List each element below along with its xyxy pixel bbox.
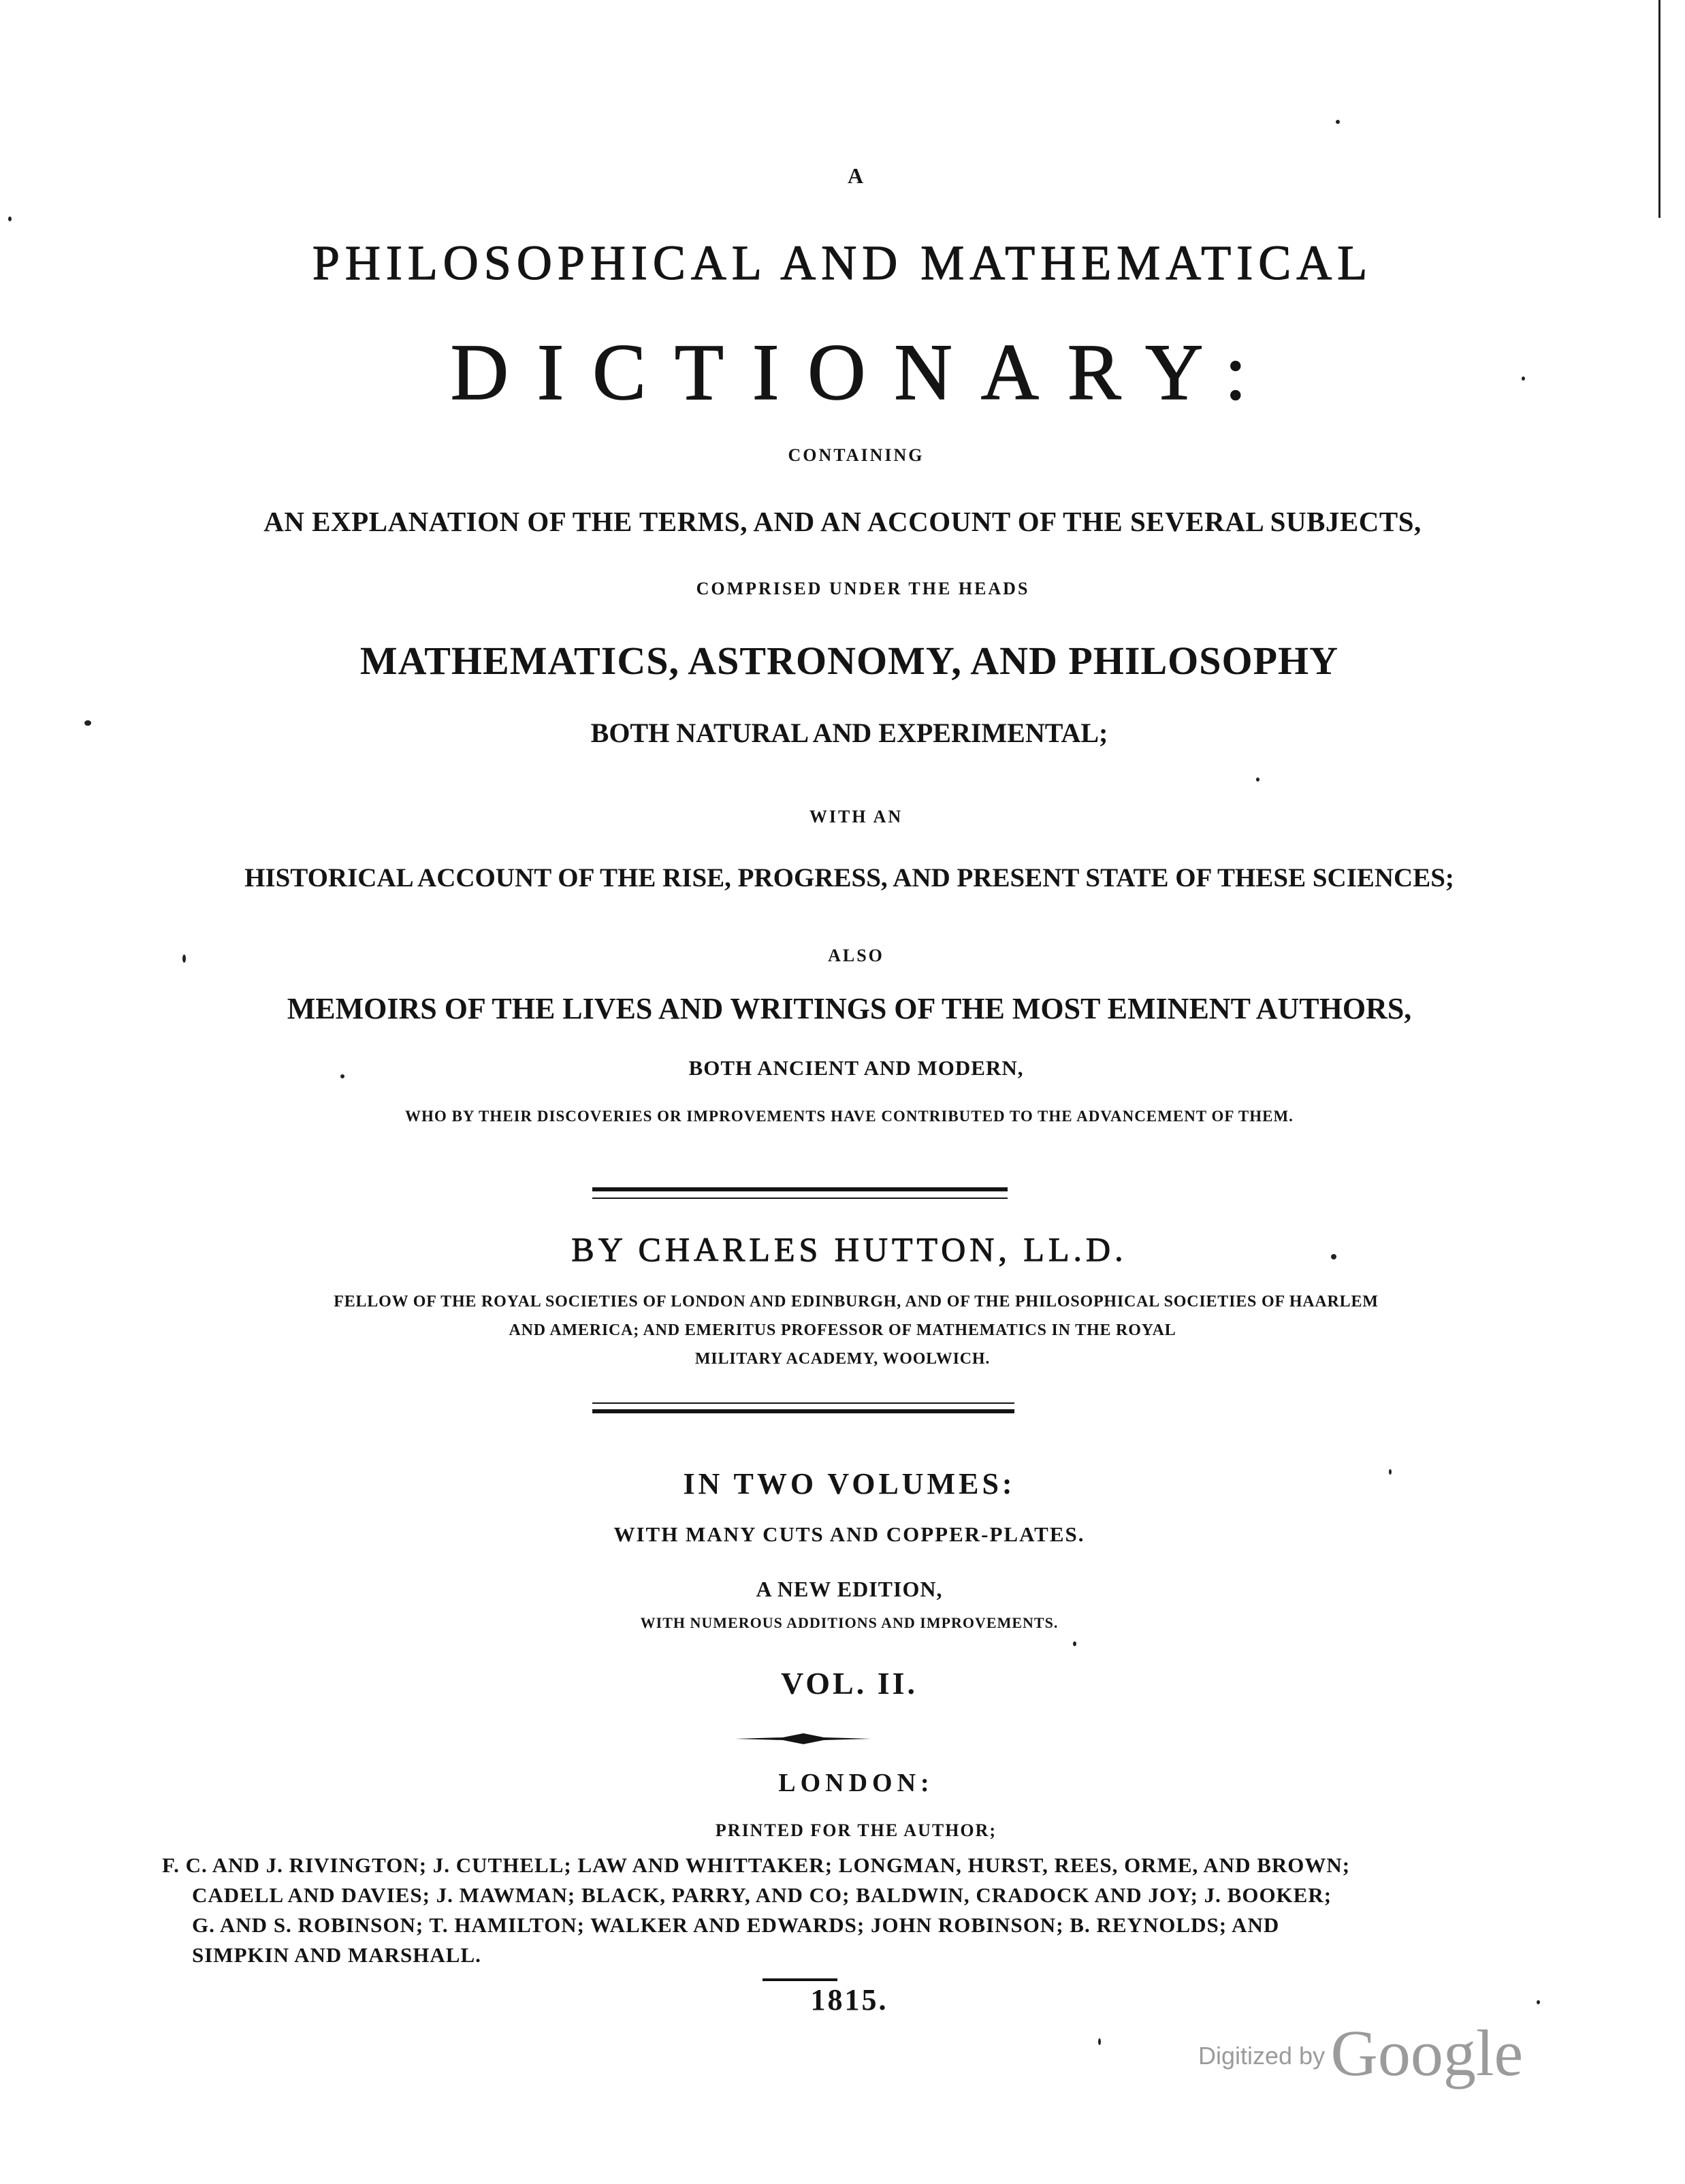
scan-speck	[1389, 1469, 1392, 1475]
digitized-by-watermark	[1198, 2015, 1523, 2091]
new-edition-line: A NEW EDITION,	[756, 1577, 943, 1601]
publication-year: 1815.	[810, 1983, 888, 2017]
volume-number: VOL. II.	[780, 1666, 918, 1701]
imprint-city: LONDON:	[778, 1769, 934, 1797]
scan-speck	[1522, 376, 1525, 381]
publishers-line-3: G. AND S. ROBINSON; T. HAMILTON; WALKER AND EDWARDS; JOHN ROBINSON; B. REYNOLDS; AND	[192, 1913, 1280, 1937]
with-an-label: WITH AN	[809, 807, 903, 826]
subject-heads: MATHEMATICS, ASTRONOMY, AND PHILOSOPHY	[359, 639, 1339, 683]
publishers-line-1: F. C. AND J. RIVINGTON; J. CUTHELL; LAW AND WHITTAKER; LONGMAN, HURST, REES, ORME, AND BROWN;	[162, 1853, 1351, 1877]
double-rule-top	[592, 1187, 1008, 1191]
scan-speck	[340, 1074, 344, 1078]
scan-speck	[84, 720, 91, 726]
scan-speck	[1331, 1254, 1336, 1259]
author-credentials-1: FELLOW OF THE ROYAL SOCIETIES OF LONDON AND EDINBURGH, AND OF THE PHILOSOPHICAL SOCIETIES OF HAARLEM	[334, 1293, 1379, 1311]
ornamental-rule	[735, 1732, 871, 1746]
historical-account-line: HISTORICAL ACCOUNT OF THE RISE, PROGRESS, AND PRESENT STATE OF THESE SCIENCES;	[244, 863, 1454, 893]
publishers-line-4: SIMPKIN AND MARSHALL.	[192, 1943, 481, 1967]
cuts-line: WITH MANY CUTS AND COPPER-PLATES.	[613, 1522, 1085, 1546]
ancient-modern-line: BOTH ANCIENT AND MODERN,	[688, 1056, 1024, 1080]
volumes-line: IN TWO VOLUMES:	[683, 1467, 1016, 1500]
containing-label: CONTAINING	[788, 445, 925, 465]
scan-speck	[1256, 777, 1259, 782]
memoirs-line: MEMOIRS OF THE LIVES AND WRITINGS OF THE MOST EMINENT AUTHORS,	[287, 992, 1412, 1025]
author-credentials-2: AND AMERICA; AND EMERITUS PROFESSOR OF MATHEMATICS IN THE ROYAL	[509, 1321, 1176, 1339]
scan-speck	[1098, 2038, 1101, 2045]
comprised-label: COMPRISED UNDER THE HEADS	[696, 579, 1030, 598]
scan-speck	[1073, 1641, 1076, 1646]
google-logo: Google	[1330, 2017, 1524, 2089]
scan-speck	[182, 954, 186, 963]
publishers-line-2: CADELL AND DAVIES; J. MAWMAN; BLACK, PARRY, AND CO; BALDWIN, CRADOCK AND JOY; J. BOOKER;	[192, 1883, 1332, 1907]
title-line-2: DICTIONARY:	[450, 327, 1276, 417]
scan-speck	[1336, 120, 1340, 124]
digitized-by-label: Digitized by	[1198, 2042, 1326, 2070]
author-credentials-3: MILITARY ACADEMY, WOOLWICH.	[694, 1350, 991, 1368]
scan-speck	[8, 216, 12, 221]
who-by-line: WHO BY THEIR DISCOVERIES OR IMPROVEMENTS HAVE CONTRIBUTED TO THE ADVANCEMENT OF THEM.	[405, 1108, 1294, 1125]
subtitle-explanation: AN EXPLANATION OF THE TERMS, AND AN ACCOUNT OF THE SEVERAL SUBJECTS,	[263, 506, 1422, 537]
double-rule-bottom-thin	[592, 1402, 1014, 1404]
also-label: ALSO	[828, 946, 884, 965]
year-rule	[763, 1978, 837, 1981]
title-line-1: PHILOSOPHICAL AND MATHEMATICAL	[312, 236, 1373, 290]
printed-for-line: PRINTED FOR THE AUTHOR;	[715, 1820, 997, 1840]
scan-speck	[1537, 2000, 1540, 2004]
author-byline: BY CHARLES HUTTON, LL.D.	[571, 1230, 1127, 1268]
double-rule-top-thin	[592, 1198, 1008, 1199]
title-article: A	[847, 163, 865, 188]
both-natural-line: BOTH NATURAL AND EXPERIMENTAL;	[590, 718, 1108, 748]
double-rule-bottom	[592, 1409, 1014, 1413]
additions-line: WITH NUMEROUS ADDITIONS AND IMPROVEMENTS.	[640, 1614, 1059, 1631]
